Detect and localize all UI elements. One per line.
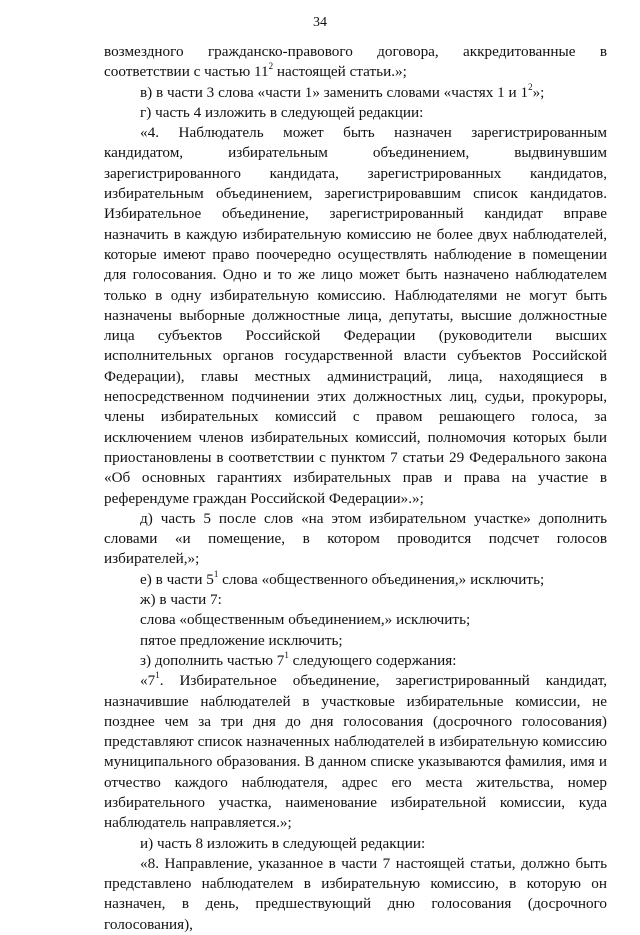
paragraph-11: и) часть 8 изложить в следующей редакции: <box>140 834 426 852</box>
paragraph-4: д) часть 5 после слов «на этом избирательном участке» дополнить словами «и помещение, в котором проводится подсчет голосов избирателей,»; <box>104 509 607 568</box>
paragraph-8: пятое предложение исключить; <box>140 631 343 649</box>
paragraph-9: з) дополнить частью $7^1$ следующего содержания: <box>140 649 457 669</box>
paragraph-6: ж) в части 7: <box>140 591 222 609</box>
paragraph-0: возмездного гражданско-правового договора, аккредитованные в соответствии с частью $11^2$ настоящей статьи.»; <box>104 43 607 81</box>
paragraph-5: е) в части $5^1$ слова «общественного объединения,» исключить; <box>140 568 545 588</box>
paragraph-1: в) в части 3 слова «части 1» заменить словами «частях 1 и $1^2$»; <box>140 81 545 101</box>
body-text <box>104 42 607 935</box>
paragraph-2: г) часть 4 изложить в следующей редакции: <box>140 103 424 121</box>
page-number: 34 <box>313 15 327 30</box>
paragraph-12: «8. Направление, указанное в части 7 настоящей статьи, должно быть представлено наблюдателем в избирательную комиссию, в которую он назначен, в день, предшествующий дню голосования (досрочного голосования), <box>104 854 607 933</box>
paragraph-7: слова «общественным объединением,» исключить; <box>140 611 471 629</box>
paragraph-3: «4. Наблюдатель может быть назначен зарегистрированным кандидатом, избирательным объединением, выдвинувшим зарегистрированного кандидата, зарегистрированных кандидатов, избирательным объединением, зарегистрировавшим список кандидатов. Избирательное объединение, зарегистрированный кандидат вправе назначить в каждую избирательную комиссию не более двух наблюдателей, которые имеют право поочередно осуществлять наблюдение в помещении для голосования. Одно и то же лицо может быть назначено наблюдателем только в одну избирательную комиссию. Наблюдателями не могут быть назначены выборные должностные лица, депутаты, высшие должностные лица субъектов Российской Федерации (руководители высших исполнительных органов государственной власти субъектов Российской Федерации), главы местных администраций, лица, находящиеся в непосредственном подчинении этих должностных лиц, судьи, прокуроры, члены избирательных комиссий с правом решающего голоса, за исключением членов избирательных комиссий, полномочия которых были приостановлены в соответствии с пунктом 7 статьи 29 Федерального закона «Об основных гарантиях избирательных прав и права на участие в референдуме граждан Российской Федерации».»; <box>104 124 607 507</box>
paragraph-10: «$7^1$. Избирательное объединение, зарегистрированный кандидат, назначившие наблюдателей в участковые избирательные комиссии, не позднее чем за три дня до дня голосования (досрочного голосования) представляют список назначенных наблюдателей в избирательную комиссию муниципального образования. В данном списке указываются фамилия, имя и отчество каждого наблюдателя, адрес его места жительства, номер избирательного участка, наименование избирательной комиссии, куда наблюдатель направляется.»; <box>104 670 607 832</box>
